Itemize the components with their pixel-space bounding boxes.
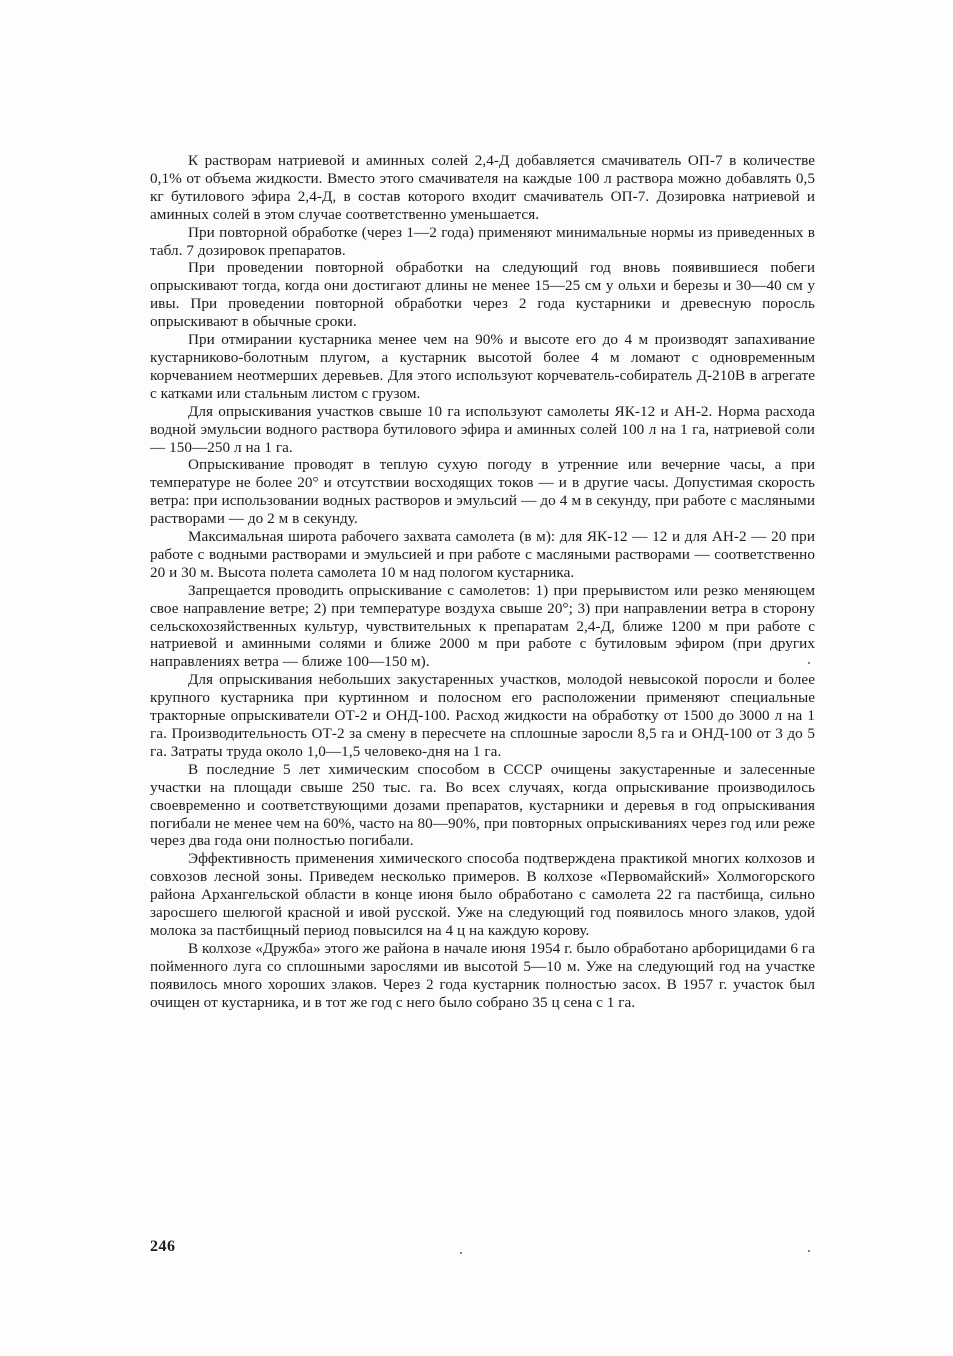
scan-speck	[808, 662, 810, 664]
paragraph: Максимальная широта рабочего захвата самолета (в м): для ЯК-12 — 12 и для АН-2 — 20 при работе с водными растворами и эмульсией и при работе с масляными растворами — соответственно 20 и 30 м. Высота полета самолета 10 м над пологом кустарника.	[150, 528, 815, 581]
scan-speck	[808, 1250, 810, 1252]
paragraph: При проведении повторной обработки на следующий год вновь появившиеся побеги опрыскивают тогда, когда они достигают длины не менее 15—25 см у ольхи и березы и 30—40 см у ивы. При проведении повторной обработки через 2 года кустарники и древесную поросль опрыскивают в обычные сроки.	[150, 259, 815, 331]
paragraph: Опрыскивание проводят в теплую сухую погоду в утренние или вечерние часы, а при температуре не более 20° и отсутствии восходящих токов — и в другие часы. Допустимая скорость ветра: при использовании водных растворов и эмульсий — до 4 м в секунду, при работе с масляными растворами — до 2 м в секунду.	[150, 456, 815, 528]
paragraph: При повторной обработке (через 1—2 года) применяют минимальные нормы из приведенных в табл. 7 дозировок препаратов.	[150, 223, 815, 259]
page-number: 246	[150, 1238, 176, 1255]
paragraph: Эффективность применения химического способа подтверждена практикой многих колхозов и совхозов лесной зоны. Приведем несколько примеров. В колхозе «Первомайский» Холмогорского района Архангельской области в конце июня было обработано с самолета 22 га пастбища, сильно заросшего шелюгой красной и ивой русской. Уже на следующий год появилось много злаков, удой молока за пастбищный период повысился на 4 ц на каждую корову.	[150, 850, 815, 939]
paragraph: Для опрыскивания небольших закустаренных участков, молодой невысокой поросли и более крупного кустарника при куртинном и полосном его расположении применяют специальные тракторные опрыскиватели ОТ-2 и ОНД-100. Расход жидкости на обработку от 1500 до 3000 л на 1 га. Производительность ОТ-2 за смену в пересчете на сплошные заросли 8,5 га и ОНД-100 от 3 до 5 га. Затраты труда около 1,0—1,5 человеко-дня на 1 га.	[150, 671, 815, 760]
paragraph: Запрещается проводить опрыскивание с самолетов: 1) при прерывистом или резко меняющем свое направление ветре; 2) при температуре воздуха свыше 20°; 3) при направлении ветра в сторону сельскохозяйственных культур, чувствительных к препаратам 2,4-Д, ближе 1200 м при работе с натриевой и аминными солями и ближе 2000 м при работе с бутиловым эфиром (при других направлениях ветра — ближе 100—150 м).	[150, 581, 815, 671]
paragraph: Для опрыскивания участков свыше 10 га используют самолеты ЯК-12 и АН-2. Норма расхода водной эмульсии водного раствора бутилового эфира и аминных солей 100 л на 1 га, натриевой соли — 150—250 л на 1 га.	[150, 402, 815, 456]
paragraph: В колхозе «Дружба» этого же района в начале июня 1954 г. было обработано арборицидами 6 га пойменного луга со сплошными зарослями ив высотой 5—10 м. Уже на следующий год на участке появилось много хороших злаков. Через 2 года кустарник полностью засох. В 1957 г. участок был очищен от кустарника, и в тот же год с него было собрано 35 ц сена с 1 га.	[150, 939, 815, 1011]
paragraph: К растворам натриевой и аминных солей 2,4-Д добавляется смачиватель ОП-7 в количестве 0,1% от объема жидкости. Вместо этого смачивателя на каждые 100 л раствора можно добавлять 0,5 кг бутилового эфира 2,4-Д, в состав которого входит смачиватель ОП-7. Дозировка натриевой и аминных солей в этом случае соответственно уменьшается.	[150, 152, 815, 223]
scan-speck	[460, 1252, 462, 1254]
body-text	[150, 152, 815, 1012]
paragraph: При отмирании кустарника менее чем на 90% и высоте его до 4 м производят запахивание кустарниково-болотным плугом, а кустарник высотой более 4 м ломают с одновременным корчеванием неотмерших деревьев. Для этого используют корчеватель-собиратель Д-210В в агрегате с катками или стальным листом с грузом.	[150, 331, 815, 402]
paragraph: В последние 5 лет химическим способом в СССР очищены закустаренные и залесенные участки на площади свыше 250 тыс. га. Во всех случаях, когда опрыскивание производилось своевременно и соответствующими дозами препаратов, кустарники и деревья в год опрыскивания погибали не менее чем на 60%, часто на 80—90%, при повторных опрыскиваниях через год или реже через два года они полностью погибали.	[150, 760, 815, 850]
